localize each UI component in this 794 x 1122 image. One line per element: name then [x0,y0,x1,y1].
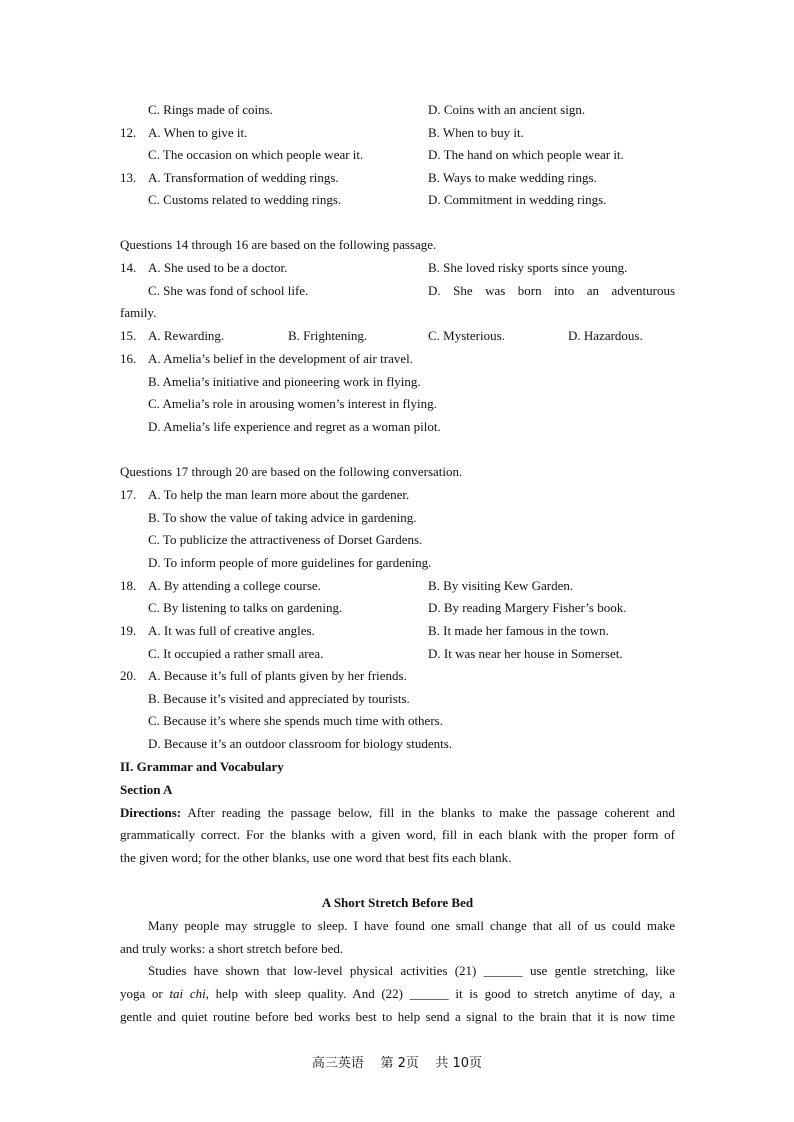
q13-option-a: A. Transformation of wedding rings. [148,170,339,185]
directions-line-2: grammatically correct. For the blanks with a given word, fill in each blank with the proper form of [120,827,675,842]
q15-number: 15. [120,328,137,343]
intro-questions-14-16: Questions 14 through 16 are based on the following passage. [120,237,437,252]
q20-option-a: A. Because it’s full of plants given by her friends. [148,668,407,683]
q15-option-d: D. Hazardous. [568,328,643,343]
q15-option-b: B. Frightening. [288,328,368,343]
q20-option-d: D. Because it’s an outdoor classroom for biology students. [148,736,453,751]
intro-questions-17-20: Questions 17 through 20 are based on the following conversation. [120,464,463,479]
directions-label: Directions: [120,805,182,820]
passage-title: A Short Stretch Before Bed [321,895,474,910]
q18-option-a: A. By attending a college course. [148,578,321,593]
q18-option-b: B. By visiting Kew Garden. [428,578,574,593]
q16-option-d: D. Amelia’s life experience and regret as a woman pilot. [148,419,441,434]
q17-option-d: D. To inform people of more guidelines for gardening. [148,555,432,570]
q15-option-c: C. Mysterious. [428,328,505,343]
italic-term: tai chi, [169,986,209,1001]
q14-option-d: D. She was born into an adventurous [428,283,675,298]
q16-option-c: C. Amelia’s role in arousing women’s interest in flying. [148,396,437,411]
q13-option-c: C. Customs related to wedding rings. [148,192,342,207]
q20-option-b: B. Because it’s visited and appreciated by tourists. [148,691,410,706]
q19-option-c: C. It occupied a rather small area. [148,646,324,661]
part-heading: II. Grammar and Vocabulary [120,759,284,774]
passage-p2-line-1: Studies have shown that low-level physical activities (21) ______ use gentle stretching, like [148,963,675,978]
q12-option-c: C. The occasion on which people wear it. [148,147,364,162]
q16-option-b: B. Amelia’s initiative and pioneering work in flying. [148,374,421,389]
q12-option-d: D. The hand on which people wear it. [428,147,624,162]
q12-option-a: A. When to give it. [148,125,248,140]
directions-line-3: the given word; for the other blanks, use one word that best fits each blank. [120,850,512,865]
q19-number: 19. [120,623,137,638]
q16-number: 16. [120,351,137,366]
q19-option-b: B. It made her famous in the town. [428,623,609,638]
passage-p1-line-2: and truly works: a short stretch before bed. [120,941,344,956]
q13-number: 13. [120,170,137,185]
passage-p1-line-1: Many people may struggle to sleep. I have found one small change that all of us could make [148,918,675,933]
q17-number: 17. [120,487,137,502]
q18-option-c: C. By listening to talks on gardening. [148,600,343,615]
q20-option-c: C. Because it’s where she spends much time with others. [148,713,443,728]
section-heading: Section A [120,782,173,797]
q14-option-b: B. She loved risky sports since young. [428,260,628,275]
q14-option-d-continuation: family. [120,305,157,320]
passage-p2-line-3: gentle and quiet routine before bed works best to help send a signal to the brain that it is now time [120,1009,675,1024]
q14-option-a: A. She used to be a doctor. [148,260,288,275]
q17-option-c: C. To publicize the attractiveness of Dorset Gardens. [148,532,423,547]
q17-option-b: B. To show the value of taking advice in gardening. [148,510,417,525]
q12-number: 12. [120,125,137,140]
q14-number: 14. [120,260,137,275]
page-footer: 高三英语 第 2页 共 10页 [311,1056,483,1071]
q12-option-b: B. When to buy it. [428,125,524,140]
q16-option-a: A. Amelia’s belief in the development of air travel. [148,351,413,366]
q14-option-c: C. She was fond of school life. [148,283,309,298]
directions-line-1: Directions: After reading the passage below, fill in the blanks to make the passage coherent and [120,805,675,820]
q20-number: 20. [120,668,137,683]
q17-option-a: A. To help the man learn more about the gardener. [148,487,410,502]
q11-option-d: D. Coins with an ancient sign. [428,102,586,117]
q11-option-c: C. Rings made of coins. [148,102,273,117]
q13-option-b: B. Ways to make wedding rings. [428,170,597,185]
passage-p2-line-2: yoga or tai chi, help with sleep quality. And (22) ______ it is good to stretch anytime of day, a [120,986,675,1001]
q15-option-a: A. Rewarding. [148,328,225,343]
q13-option-d: D. Commitment in wedding rings. [428,192,607,207]
q18-number: 18. [120,578,137,593]
q19-option-a: A. It was full of creative angles. [148,623,315,638]
q19-option-d: D. It was near her house in Somerset. [428,646,623,661]
q18-option-d: D. By reading Margery Fisher’s book. [428,600,627,615]
